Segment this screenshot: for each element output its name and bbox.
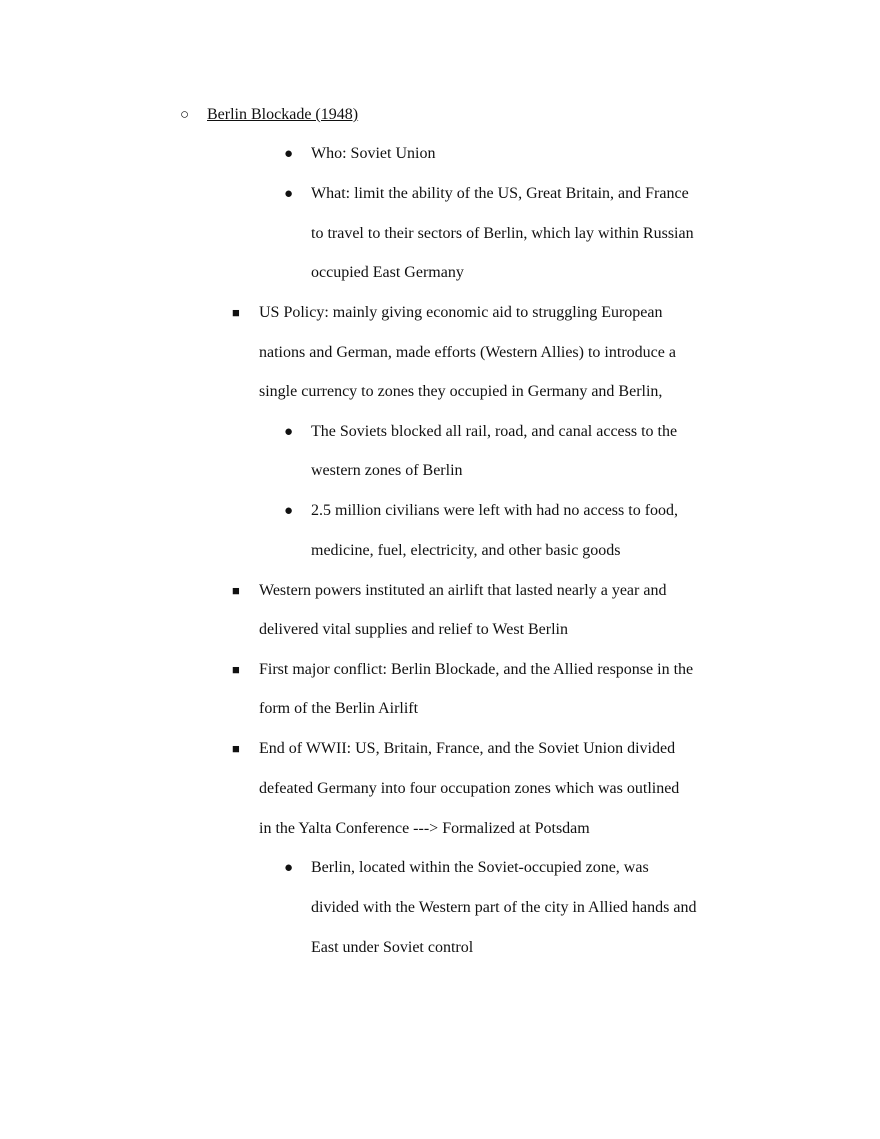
square-bullet-icon: ■ bbox=[232, 583, 240, 598]
hollow-circle-bullet-icon: ○ bbox=[180, 107, 190, 123]
list-item-line: End of WWII: US, Britain, France, and the Soviet Union divided bbox=[259, 740, 676, 757]
list-item-line: What: limit the ability of the US, Great Britain, and France bbox=[311, 185, 689, 202]
list-item-line: in the Yalta Conference ---> Formalized at Potsdam bbox=[259, 820, 590, 837]
list-item-line: delivered vital supplies and relief to West Berlin bbox=[259, 621, 568, 638]
square-bullet-icon: ■ bbox=[232, 305, 240, 320]
square-bullet-icon: ■ bbox=[232, 662, 240, 677]
list-item-line: First major conflict: Berlin Blockade, and the Allied response in the bbox=[259, 661, 694, 678]
list-item-line: form of the Berlin Airlift bbox=[259, 700, 419, 717]
list-item-line: single currency to zones they occupied in Germany and Berlin, bbox=[259, 383, 663, 400]
list-item-line: western zones of Berlin bbox=[311, 462, 463, 479]
filled-circle-bullet-icon: ● bbox=[284, 424, 294, 440]
list-item-line: to travel to their sectors of Berlin, which lay within Russian bbox=[311, 225, 694, 242]
list-item-line: Western powers instituted an airlift that lasted nearly a year and bbox=[259, 582, 667, 599]
list-item-line: divided with the Western part of the city in Allied hands and bbox=[311, 899, 697, 916]
square-bullet-icon: ■ bbox=[232, 741, 240, 756]
list-item-line: medicine, fuel, electricity, and other basic goods bbox=[311, 542, 621, 559]
list-item-line: Berlin, located within the Soviet-occupied zone, was bbox=[311, 859, 649, 876]
filled-circle-bullet-icon: ● bbox=[284, 503, 294, 519]
list-item-line: Who: Soviet Union bbox=[311, 145, 436, 162]
filled-circle-bullet-icon: ● bbox=[284, 146, 294, 162]
list-item-line: 2.5 million civilians were left with had no access to food, bbox=[311, 502, 679, 519]
list-item-line: defeated Germany into four occupation zones which was outlined bbox=[259, 780, 680, 797]
list-item-line: The Soviets blocked all rail, road, and canal access to the bbox=[311, 423, 678, 440]
list-item-line: nations and German, made efforts (Western Allies) to introduce a bbox=[259, 344, 676, 361]
filled-circle-bullet-icon: ● bbox=[284, 186, 294, 202]
section-heading: Berlin Blockade (1948) bbox=[207, 106, 359, 123]
list-item-line: occupied East Germany bbox=[311, 264, 464, 281]
list-item-line: East under Soviet control bbox=[311, 939, 474, 956]
list-item-line: US Policy: mainly giving economic aid to struggling European bbox=[259, 304, 663, 321]
filled-circle-bullet-icon: ● bbox=[284, 860, 294, 876]
